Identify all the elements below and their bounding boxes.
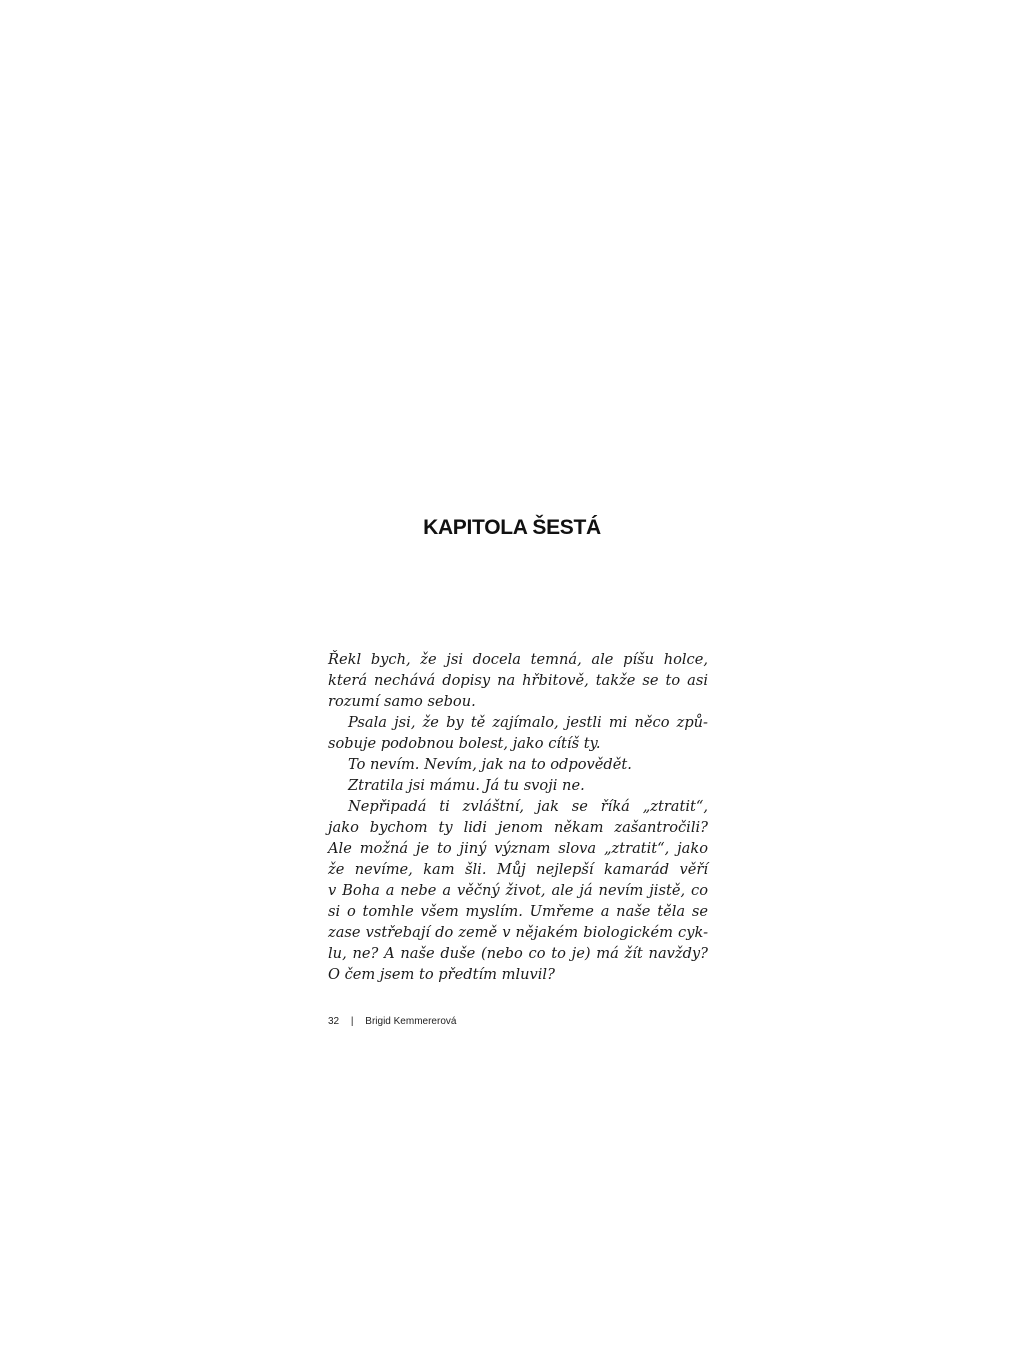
text-line: že nevíme, kam šli. Můj nejlepší kamarád věří bbox=[328, 861, 708, 878]
text-line: Řekl bych, že jsi docela temná, ale píšu holce, bbox=[328, 651, 708, 668]
text-line: jako bychom ty lidi jenom někam zašantročili? bbox=[328, 819, 708, 836]
footer-separator: | bbox=[350, 1016, 354, 1027]
page-footer bbox=[328, 1016, 456, 1027]
text-line: Nepřipadá ti zvláštní, jak se říká „ztratit“, bbox=[348, 798, 708, 815]
text-line: rozumí samo sebou. bbox=[328, 693, 476, 710]
text-line: Psala jsi, že by tě zajímalo, jestli mi něco způ- bbox=[348, 714, 708, 731]
text-line: sobuje podobnou bolest, jako cítíš ty. bbox=[328, 735, 601, 752]
text-line: která nechává dopisy na hřbitově, takže se to asi bbox=[328, 672, 708, 689]
text-line: zase vstřebají do země v nějakém biologickém cyk- bbox=[328, 924, 708, 941]
text-line: Ale možná je to jiný význam slova „ztratit“, jako bbox=[328, 840, 708, 857]
letter-text bbox=[328, 649, 708, 985]
text-line: To nevím. Nevím, jak na to odpovědět. bbox=[348, 756, 632, 773]
chapter-title: KAPITOLA ŠESTÁ bbox=[423, 516, 601, 539]
text-line: Ztratila jsi mámu. Já tu svoji ne. bbox=[348, 777, 585, 794]
author-name: Brigid Kemmererová bbox=[365, 1016, 457, 1027]
text-line: v Boha a nebe a věčný život, ale já nevím jistě, co bbox=[328, 882, 708, 899]
page-number: 32 bbox=[328, 1016, 340, 1027]
text-line: O čem jsem to předtím mluvil? bbox=[328, 966, 555, 983]
text-line: lu, ne? A naše duše (nebo co to je) má žít navždy? bbox=[328, 945, 708, 962]
text-line: si o tomhle všem myslím. Umřeme a naše těla se bbox=[328, 903, 708, 920]
